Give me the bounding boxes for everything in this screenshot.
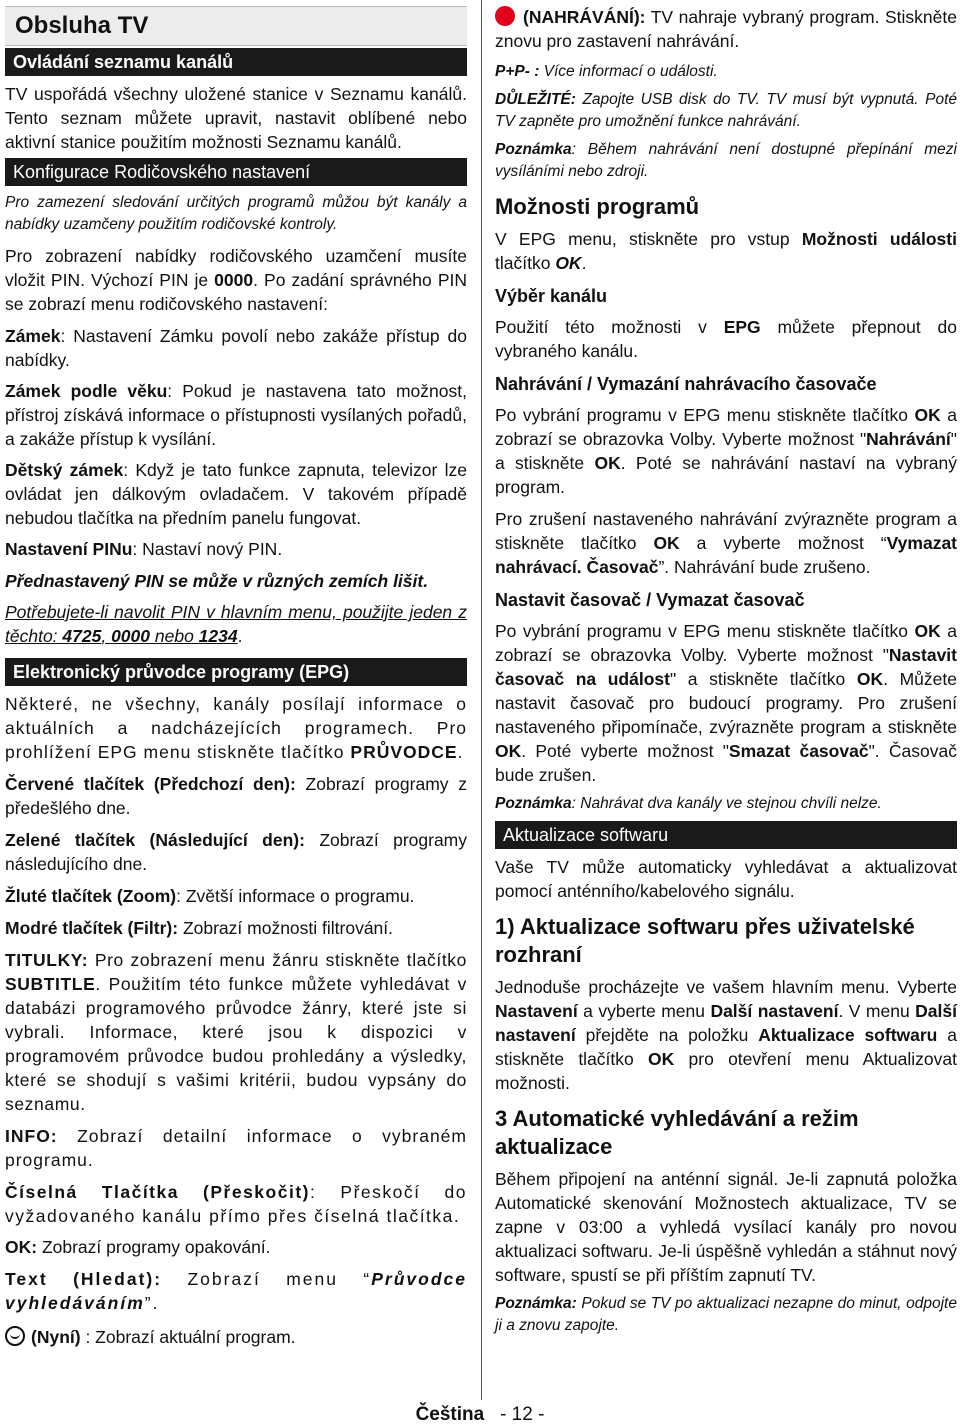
update-ui-text: Jednoduše procházejte ve vašem hlavním menu. Vyberte Nastavení a vyberte menu Další nastavení. V menu Další nastavení přejděte na položku Aktualizace softwaru a stiskněte tlačítko OK pro otevření menu Aktualizovat možnosti. (495, 977, 957, 1093)
auto-update-text: Během připojení na anténní signál. Je-li zapnutá položka Automatické skenování Možnostech aktualizace, TV se zapne v 03:00 a vyhledá vysílací kanály pro novou aktualizaci softwaru. Je-li úspěšně vyhledán a stáhnut nový software, spustí se při příštím zapnutí TV. (495, 1169, 957, 1285)
record-item: (NAHRÁVÁNÍ): TV nahraje vybraný program. Stiskněte znovu pro zastavení nahrávání. (495, 7, 957, 51)
parental-pin-paragraph: Pro zobrazení nabídky rodičovského uzamčení musíte vložit PIN. Výchozí PIN je 0000. Po zadání správného PIN se zobrazí menu rodičovského nastavení: (5, 246, 467, 314)
channel-select-text: Použití této možnosti v EPG můžete přepnout do vybraného kanálu. (495, 317, 958, 361)
channel-list-heading: Ovládání seznamu kanálů (5, 48, 467, 76)
epg-intro: Některé, ne všechny, kanály posílají informace o aktuálních a nadcházejících programech. Pro prohlížení EPG menu stiskněte tlačítko PRŮVODCE. (5, 694, 467, 762)
right-column (495, 0, 957, 1337)
subtitle-item: TITULKY: Pro zobrazení menu žánru stiskněte tlačítko SUBTITLE. Použitím této funkce můžete vyhledávat v databázi programového průvodce žánry, které jste si vybrali. Informace, které jsou k dispozici v programovém průvodce budou prohledány a výsledky, které se shodují s vašimi kritérii, budou vypsány do seznamu. (5, 950, 467, 1114)
record-icon (495, 6, 515, 26)
age-lock-item: Zámek podle věku: Pokud je nastavena tato možnost, přístroj získává informace o přístupnosti vysílaných pořadů, a zakáže přístup k vysílání. (5, 381, 467, 449)
pp-item: P+P- : Více informací o události. (495, 63, 718, 80)
channel-list-text: TV uspořádá všechny uložené stanice v Seznamu kanálů. Tento seznam můžete upravit, nastavit oblíbené nebo aktivní stanice použitím možnosti Seznamu kanálů. (5, 84, 467, 152)
footer-page-number: - 12 - (500, 1404, 545, 1425)
info-item: INFO: Zobrazí detailní informace o vybraném programu. (5, 1126, 467, 1170)
now-item: (Nyní) : Zobrazí aktuální program. (5, 1325, 467, 1349)
recording-note: Poznámka: Během nahrávání není dostupné přepínání mezi vysíláními nebo zdroji. (495, 141, 957, 180)
now-icon (5, 1326, 25, 1346)
yellow-button-item: Žluté tlačítek (Zoom): Zvětší informace o programu. (5, 886, 415, 906)
parental-intro: Pro zamezení sledování určitých programů můžou být kanály a nabídky uzamčeny použitím rodičovské kontroly. (5, 194, 467, 233)
pin-setting-item: Nastavení PINu: Nastaví nový PIN. (5, 539, 283, 559)
channel-select-heading: Výběr kanálu (495, 286, 608, 306)
ok-item: OK: Zobrazí programy opakování. (5, 1237, 271, 1257)
record-timer-heading: Nahrávání / Vymazání nahrávacího časovače (495, 374, 877, 394)
left-column (5, 0, 467, 1349)
text-search-item: Text (Hledat): Zobrazí menu “Průvodce vyhledáváním”. (5, 1269, 467, 1313)
preset-pin-note: Přednastavený PIN se může v různých zemích lišit. (5, 571, 429, 591)
software-update-text: Vaše TV může automaticky vyhledávat a aktualizovat pomocí anténního/kabelového signálu. (495, 857, 957, 901)
footer-language: Čeština (415, 1404, 485, 1425)
record-timer-text-2: Pro zrušení nastaveného nahrávání zvýrazněte program a stiskněte tlačítko OK a vyberte možnost “Vymazat nahrávací. Časovač”. Nahrávání bude zrušeno. (495, 509, 957, 577)
parental-heading: Konfigurace Rodičovského nastavení (5, 158, 467, 186)
red-button-item: Červené tlačítek (Předchozí den): Zobrazí programy z předešlého dne. (5, 774, 467, 818)
lock-item: Zámek: Nastavení Zámku povolí nebo zakáže přístup do nabídky. (5, 326, 467, 370)
child-lock-item: Dětský zámek: Když je tato funkce zapnuta, televizor lze ovládat jen dálkovým ovladačem. V takovém případě nebudou tlačítka na předním panelu fungovat. (5, 460, 467, 528)
numeric-item: Číselná Tlačítka (Přeskočit): Přeskočí do vyžadovaného kanálu přímo přes číselná tlačítka. (5, 1182, 467, 1226)
master-pin-note: Potřebujete-li navolit PIN v hlavním menu, použijte jeden z těchto: 4725, 0000 nebo 1234. (5, 602, 467, 646)
green-button-item: Zelené tlačítek (Následující den): Zobrazí programy následujícího dne. (5, 830, 467, 874)
software-update-heading: Aktualizace softwaru (495, 821, 957, 849)
update-note: Poznámka: Pokud se TV po aktualizaci nezapne do minut, odpojte ji a znovu zapojte. (495, 1295, 957, 1334)
record-timer-text-1: Po vybrání programu v EPG menu stiskněte tlačítko OK a zobrazí se obrazovka Volby. Vyberte možnost "Nahrávání" a stiskněte OK. Poté se nahrávání nastaví na vybraný program. (495, 405, 957, 497)
column-divider (481, 0, 482, 1400)
timer-text: Po vybrání programu v EPG menu stiskněte tlačítko OK a zobrazí se obrazovka Volby. Vyberte možnost "Nastavit časovač na událost" a stiskněte tlačítko OK. Můžete nastavit časovač pro budoucí programy. Pro zrušení nastaveného připomínače, zvýrazněte program a stiskněte OK. Poté vyberte možnost "Smazat časovač". Časovač bude zrušen. (495, 621, 957, 785)
page-footer (0, 1404, 960, 1426)
auto-update-heading: 3 Automatické vyhledávání a režim aktualizace (495, 1106, 859, 1159)
epg-heading: Elektronický průvodce programy (EPG) (5, 658, 467, 686)
blue-button-item: Modré tlačítek (Filtr): Zobrazí možnosti filtrování. (5, 918, 394, 938)
program-options-text: V EPG menu, stiskněte pro vstup Možnosti události tlačítko OK. (495, 229, 957, 273)
important-note: DŮLEŽITÉ: Zapojte USB disk do TV. TV musí být vypnutá. Poté TV zapněte pro umožnění funkce nahrávání. (495, 91, 957, 130)
page-title: Obsluha TV (5, 6, 467, 46)
dual-record-note: Poznámka: Nahrávat dva kanály ve stejnou chvíli nelze. (495, 795, 882, 812)
update-ui-heading: 1) Aktualizace softwaru přes uživatelské rozhraní (495, 914, 915, 967)
timer-heading: Nastavit časovač / Vymazat časovač (495, 590, 805, 610)
program-options-heading: Možnosti programů (495, 194, 700, 219)
